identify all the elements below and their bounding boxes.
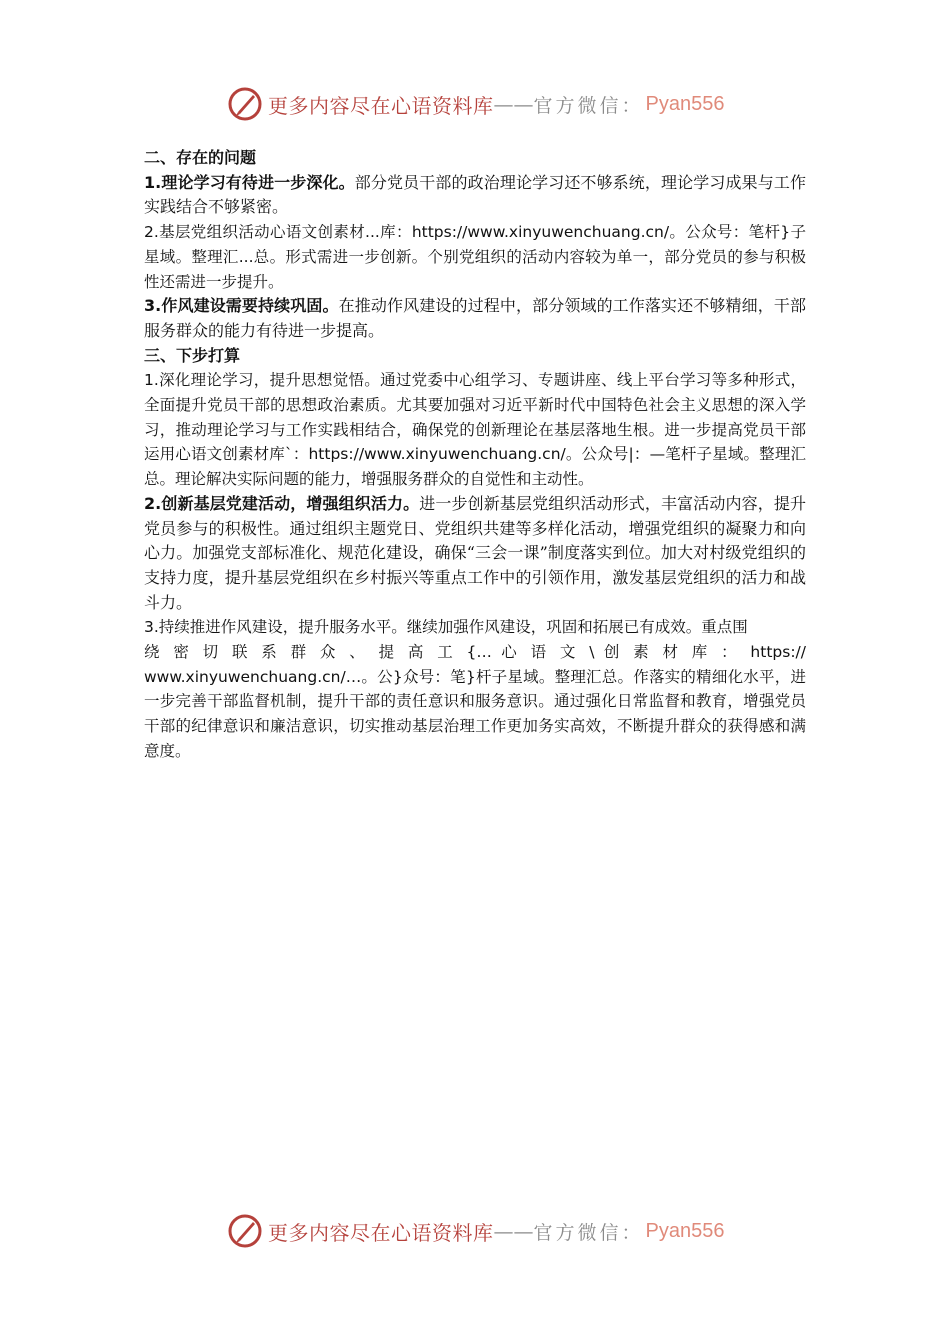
banner-text: 更多内容尽在心语资料库 (268, 93, 494, 118)
pen-logo-icon (226, 1212, 264, 1250)
plan-paragraph-2 (144, 492, 806, 616)
problem-paragraph-1 (144, 171, 806, 220)
problem-1-title: 1.理论学习有待进一步深化。 (144, 172, 355, 192)
banner-wechat-label: 官方微信： (533, 1221, 644, 1244)
banner-wechat-label: 官方微信： (533, 94, 644, 117)
problem-paragraph-3 (144, 294, 806, 343)
problem-3-text: 在推动作风建设的过程中，部分领域的工作落实还不够精细，干部服务群众的能力有待进一步提高。 (144, 296, 806, 340)
banner-wechat-id: Pyan556 (645, 1219, 725, 1242)
problem-paragraph-2: 2.基层党组织活动心语文创素材...库：https://www.xinyuwenchuang.cn/。公众号：笔杆}子星域。整理汇...总。形式需进一步创新。个别党组织的活动内容较为单一，部分党员的参与积极性还需进一步提升。 (144, 223, 806, 291)
banner-text: 更多内容尽在心语资料库 (268, 1220, 494, 1245)
pen-logo-icon (226, 85, 264, 123)
plan-2-title: 2.创新基层党建活动，增强组织活力。 (144, 493, 420, 513)
banner-dash: —— (493, 92, 534, 116)
banner-wechat-id: Pyan556 (645, 92, 725, 115)
section-heading-plans: 三、下步打算 (144, 345, 241, 365)
document-body (144, 146, 806, 764)
section-heading-problems: 二、存在的问题 (144, 148, 257, 167)
plan-paragraph-1: 1.深化理论学习，提升思想觉悟。通过党委中心组学习、专题讲座、线上平台学习等多种形式，全面提升党员干部的思想政治素质。尤其要加强对习近平新时代中国特色社会主义思想的深入学习，推动理论学习与工作实践相结合，确保党的创新理论在基层落地生根。进一步提高党员干部运用心语文创素材库`：https://www.xinyuwenchuang.cn/。公众号|：—笔杆子星域。整理汇总。理论解决实际问题的能力，增强服务群众的自觉性和主动性。 (144, 371, 806, 489)
banner-dash: —— (493, 1219, 534, 1243)
footer-banner (226, 1211, 724, 1251)
header-banner (226, 84, 724, 124)
problem-3-title: 3.作风建设需要持续巩固。 (144, 296, 339, 316)
plan-paragraph-3-line-1: 3.持续推进作风建设，提升服务水平。继续加强作风建设，巩固和拓展已有成效。重点围 (144, 618, 748, 637)
plan-paragraph-3-rest: www.xinyuwenchuang.cn/…。公}众号：笔}杆子星域。整理汇总。作落实的精细化水平，进一步完善干部监督机制，提升干部的责任意识和服务意识。通过强化日常监督和教育，增强党员干部的纪律意识和廉洁意识，切实推动基层治理工作更加务实高效，不断提升群众的获得感和满意度。 (144, 667, 806, 760)
problem-1-text: 部分党员干部的政治理论学习还不够系统，理论学习成果与工作实践结合不够紧密。 (144, 172, 806, 217)
plan-paragraph-3-line-2: 绕 密 切 联 系 群 众 、 提 高 工 {… 心 语 文 \ 创 素 材 库 ： https:// (144, 643, 806, 662)
plan-2-text: 进一步创新基层党组织活动形式，丰富活动内容，提升党员参与的积极性。通过组织主题党日、党组织共建等多样化活动，增强党组织的凝聚力和向心力。加强党支部标准化、规范化建设，确保“三会一课”制度落实到位。加大对村级党组织的支持力度，提升基层党组织在乡村振兴等重点工作中的引领作用，激发基层党组织的活力和战斗力。 (144, 493, 806, 612)
